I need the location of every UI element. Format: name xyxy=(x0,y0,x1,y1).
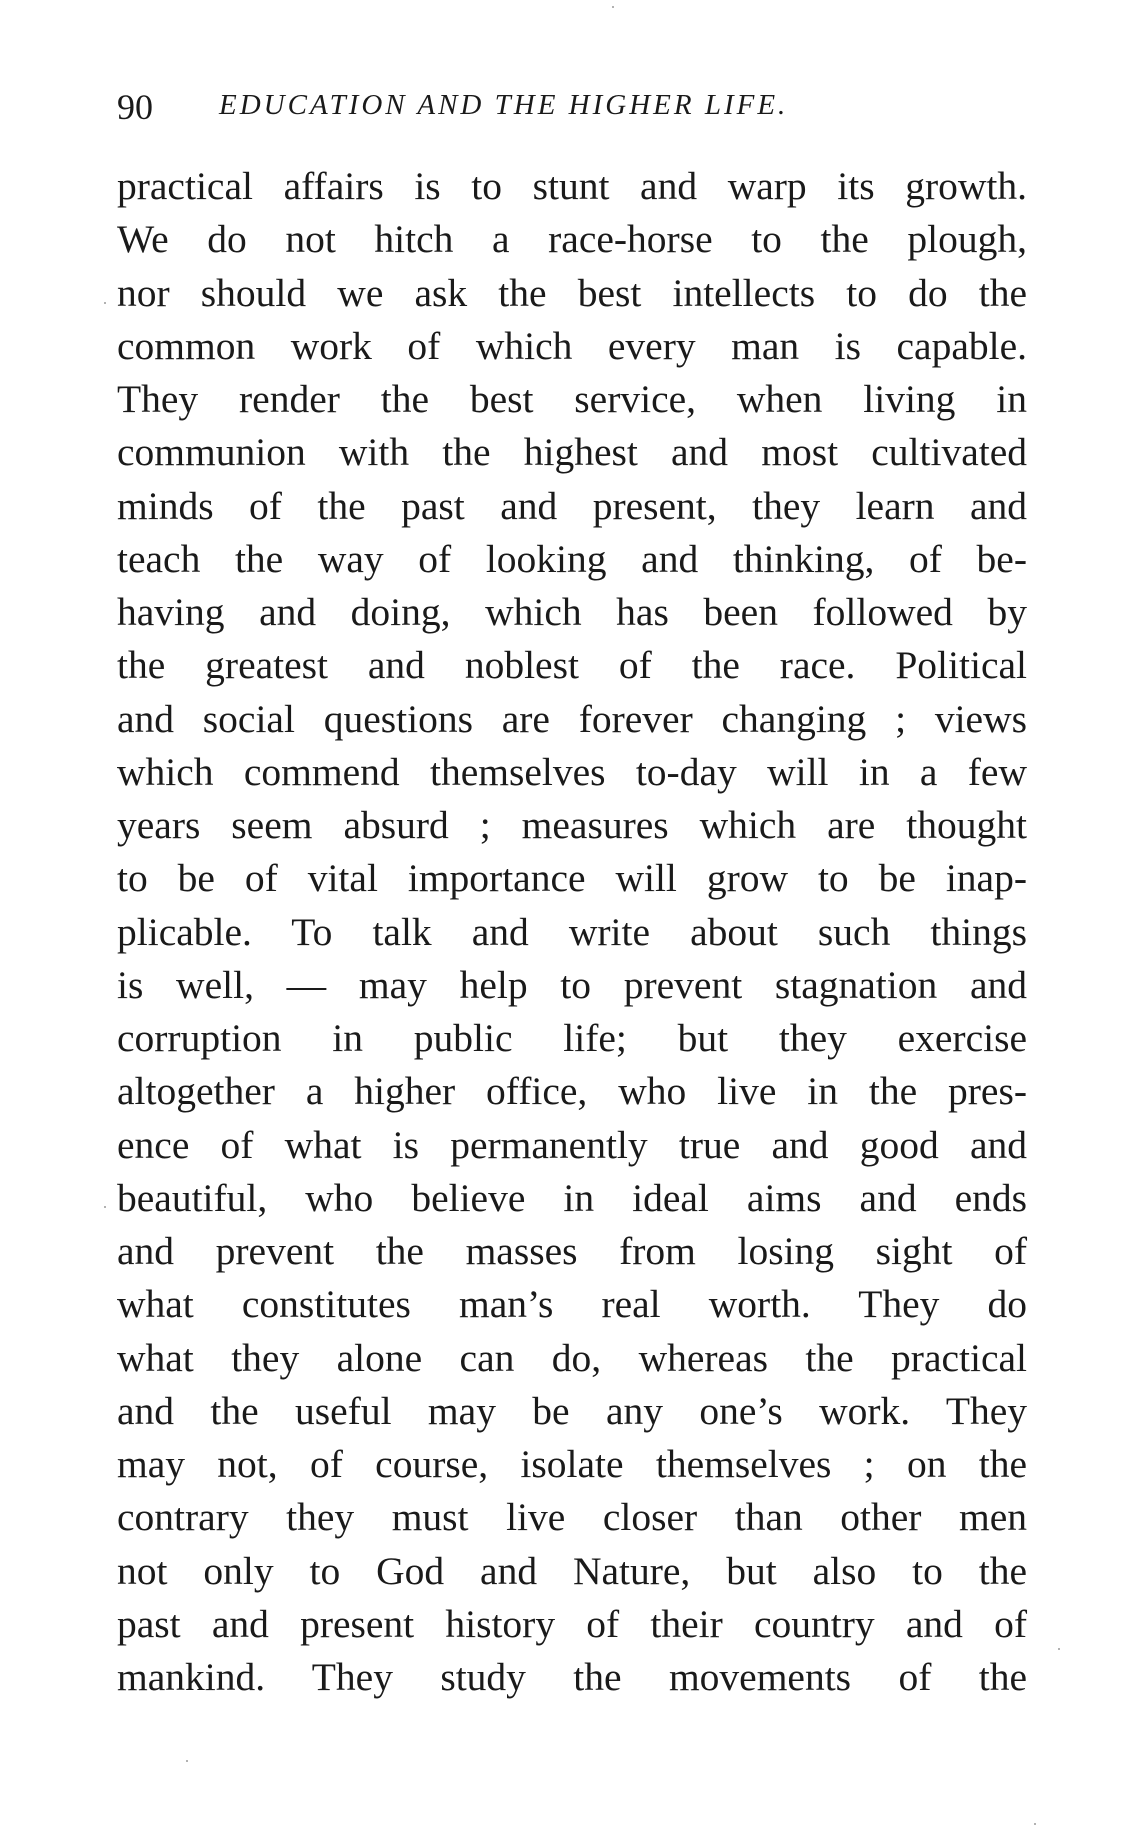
text-line: years seem absurd ; measures which are thought xyxy=(117,803,1027,847)
text-line: past and present history of their country and of xyxy=(117,1601,1027,1646)
text-line: practical affairs is to stunt and warp its growth. xyxy=(117,164,1027,208)
text-line: the greatest and noblest of the race. Political xyxy=(117,643,1027,688)
text-line: which commend themselves to-day will in a few xyxy=(117,749,1027,794)
text-line: and social questions are forever changing ; views xyxy=(117,696,1027,741)
running-title: EDUCATION AND THE HIGHER LIFE. xyxy=(219,89,789,121)
text-line: what they alone can do, whereas the practical xyxy=(117,1335,1027,1380)
text-line: and the useful may be any one’s work. They xyxy=(117,1388,1027,1433)
text-line: They render the best service, when living in xyxy=(117,377,1027,421)
paper-speck xyxy=(1034,1823,1036,1825)
paper-speck xyxy=(1058,1648,1060,1650)
paper-speck xyxy=(104,1206,106,1208)
text-line: nor should we ask the best intellects to do the xyxy=(117,270,1027,315)
text-line: communion with the highest and most cultivated xyxy=(117,430,1027,475)
text-line: and prevent the masses from losing sight of xyxy=(117,1229,1027,1273)
text-line: teach the way of looking and thinking, of be- xyxy=(117,536,1027,581)
text-line: to be of vital importance will grow to be inap- xyxy=(117,856,1027,901)
text-line: having and doing, which has been followed by xyxy=(117,590,1027,634)
text-line: beautiful, who believe in ideal aims and ends xyxy=(117,1175,1027,1220)
body-text xyxy=(117,160,1027,1704)
text-line: We do not hitch a race-horse to the plough, xyxy=(117,217,1027,262)
text-line: ence of what is permanently true and good and xyxy=(117,1122,1027,1167)
text-line: mankind. They study the movements of the xyxy=(117,1655,1027,1699)
text-line: what constitutes man’s real worth. They do xyxy=(117,1282,1027,1327)
text-line: contrary they must live closer than other men xyxy=(117,1495,1027,1540)
text-line: not only to God and Nature, but also to the xyxy=(117,1548,1027,1593)
running-head xyxy=(117,86,1027,126)
page-number: 90 xyxy=(117,87,153,127)
text-line: minds of the past and present, they learn and xyxy=(117,483,1027,528)
paper-speck xyxy=(612,6,614,8)
paper-speck xyxy=(186,1760,188,1762)
text-line: is well, — may help to prevent stagnation and xyxy=(117,962,1027,1007)
text-line: may not, of course, isolate themselves ; on the xyxy=(117,1442,1027,1486)
paper-speck xyxy=(104,302,106,304)
text-line: common work of which every man is capable. xyxy=(117,323,1027,368)
text-line: corruption in public life; but they exercise xyxy=(117,1016,1027,1060)
text-line: plicable. To talk and write about such things xyxy=(117,909,1027,954)
text-line: altogether a higher office, who live in the pres- xyxy=(117,1069,1027,1114)
